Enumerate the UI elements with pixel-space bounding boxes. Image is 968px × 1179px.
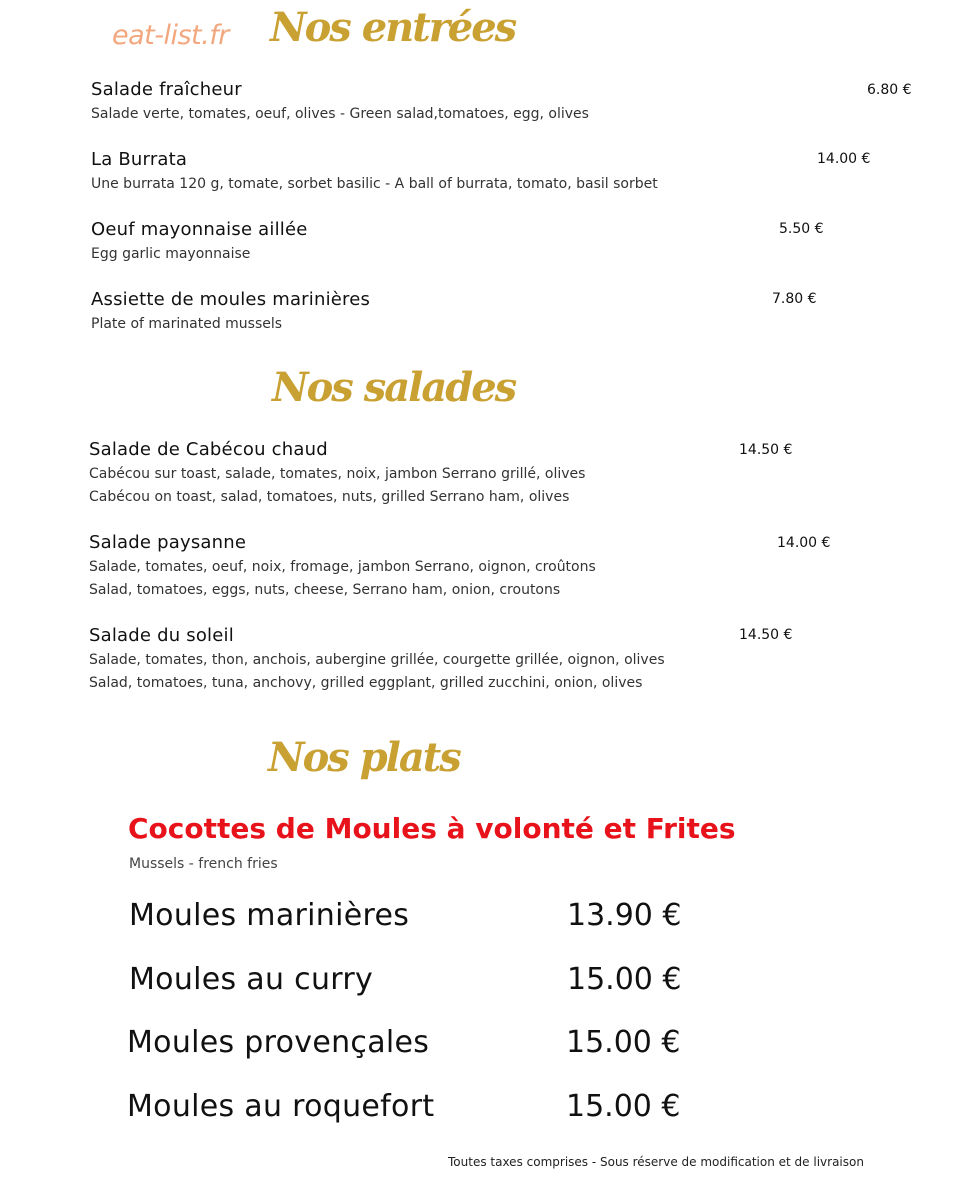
item-name: Assiette de moules marinières [91,289,371,310]
item-description: Plate of marinated mussels [91,316,283,332]
item-price: 14.00 € [817,151,871,167]
item-price: 14.00 € [777,535,831,551]
item-description-en: Cabécou on toast, salad, tomatoes, nuts, grilled Serrano ham, olives [89,489,570,505]
mussels-item-name: Moules au roquefort [127,1089,435,1124]
item-description-fr: Salade, tomates, thon, anchois, aubergine grillée, courgette grillée, oignon, olives [89,652,665,668]
mussels-heading: Cocottes de Moules à volonté et Frites [128,812,736,845]
section-title-salades: Nos salades [272,364,516,411]
item-description-en: Salad, tomatoes, tuna, anchovy, grilled eggplant, grilled zucchini, onion, olives [89,675,643,691]
mussels-item-price: 15.00 € [566,1089,681,1124]
item-name: Salade paysanne [89,532,247,553]
item-price: 7.80 € [772,291,817,307]
section-title-plats: Nos plats [268,734,460,781]
mussels-item-name: Moules provençales [127,1025,430,1060]
item-description-fr: Salade, tomates, oeuf, noix, fromage, jambon Serrano, oignon, croûtons [89,559,596,575]
section-title-entrees: Nos entrées [270,4,516,51]
mussels-item-name: Moules au curry [129,962,374,997]
item-description-en: Salad, tomatoes, eggs, nuts, cheese, Serrano ham, onion, croutons [89,582,561,598]
item-name: Salade fraîcheur [91,79,242,100]
mussels-item-name: Moules marinières [129,898,410,933]
item-name: Oeuf mayonnaise aillée [91,219,308,240]
item-description: Egg garlic mayonnaise [91,246,251,262]
watermark-logo: eat-list.fr [112,20,229,51]
item-name: La Burrata [91,149,188,170]
mussels-item-price: 13.90 € [567,898,682,933]
item-name: Salade de Cabécou chaud [89,439,328,460]
item-description: Salade verte, tomates, oeuf, olives - Green salad,tomatoes, egg, olives [91,106,589,122]
footer-note: Toutes taxes comprises - Sous réserve de modification et de livraison [448,1155,864,1169]
item-name: Salade du soleil [89,625,234,646]
item-price: 14.50 € [739,627,793,643]
item-price: 6.80 € [867,82,912,98]
item-price: 5.50 € [779,221,824,237]
mussels-subtitle: Mussels - french fries [129,856,278,872]
item-description: Une burrata 120 g, tomate, sorbet basilic - A ball of burrata, tomato, basil sorbet [91,176,658,192]
item-price: 14.50 € [739,442,793,458]
mussels-item-price: 15.00 € [566,1025,681,1060]
mussels-item-price: 15.00 € [567,962,682,997]
item-description-fr: Cabécou sur toast, salade, tomates, noix, jambon Serrano grillé, olives [89,466,586,482]
